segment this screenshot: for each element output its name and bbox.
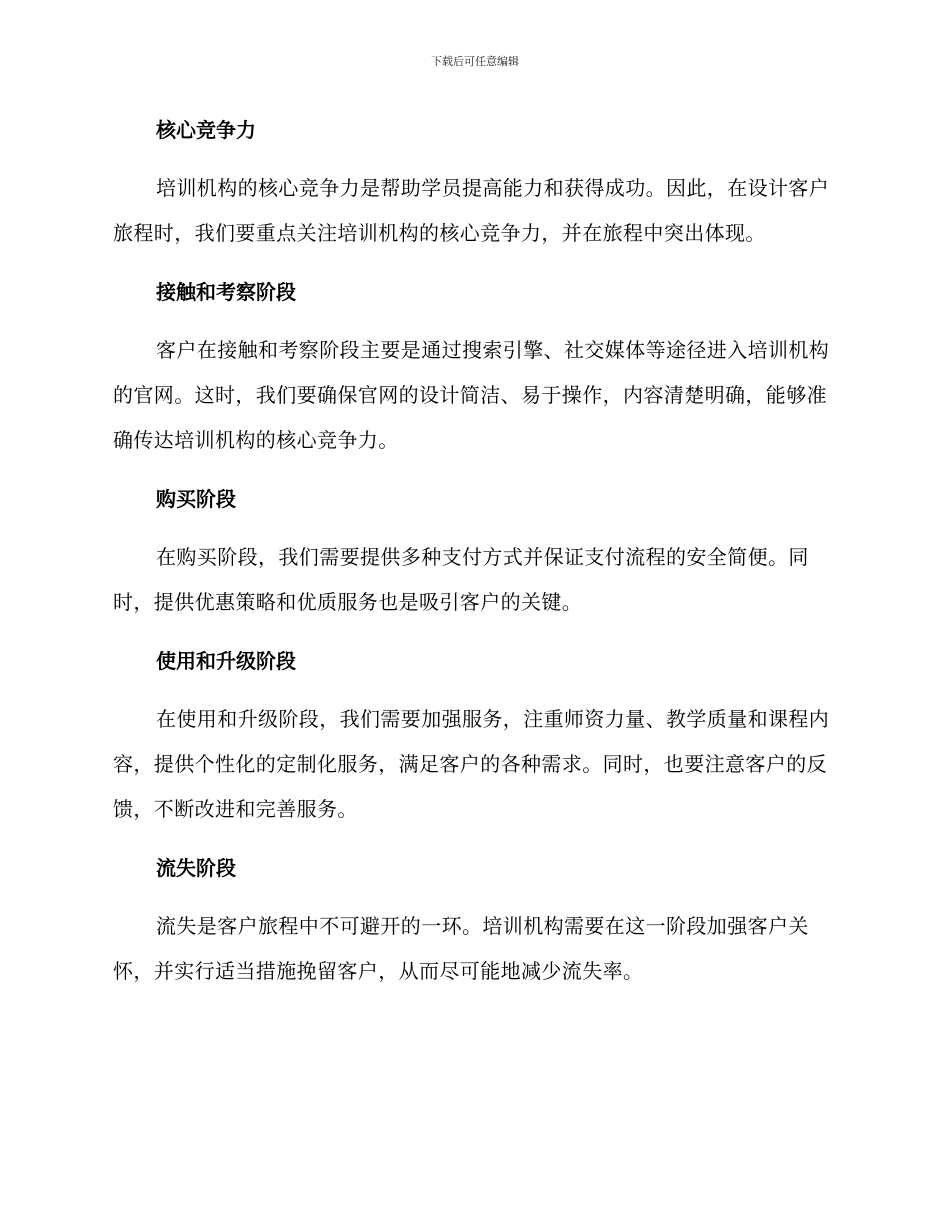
- section-paragraph: 在购买阶段，我们需要提供多种支付方式并保证支付流程的安全简便。同时，提供优惠策略和优质服务也是吸引客户的关键。: [113, 545, 809, 614]
- section-paragraph: 在使用和升级阶段，我们需要加强服务，注重师资力量、教学质量和课程内容，提供个性化的定制化服务，满足客户的各种需求。同时，也要注意客户的反馈，不断改进和完善服务。: [113, 707, 830, 821]
- section-contact-and-evaluation: [113, 270, 833, 463]
- page-header: 下载后可任意编辑: [431, 55, 519, 68]
- section-heading: 核心竞争力: [156, 118, 256, 142]
- document-body: [113, 108, 833, 1008]
- section-usage-and-upgrade: [113, 639, 833, 832]
- section-paragraph: 客户在接触和考察阶段主要是通过搜索引擎、社交媒体等途径进入培训机构的官网。这时，我们要确保官网的设计简洁、易于操作，内容清楚明确，能够准确传达培训机构的核心竞争力。: [113, 338, 830, 452]
- section-heading: 接触和考察阶段: [156, 280, 296, 304]
- section-core-competitiveness: [113, 108, 833, 256]
- section-purchase: [113, 477, 833, 625]
- section-heading: 使用和升级阶段: [156, 649, 296, 673]
- section-churn: [113, 846, 833, 994]
- section-heading: 流失阶段: [156, 856, 236, 880]
- section-heading: 购买阶段: [156, 487, 236, 511]
- section-paragraph: 培训机构的核心竞争力是帮助学员提高能力和获得成功。因此，在设计客户旅程时，我们要重点关注培训机构的核心竞争力，并在旅程中突出体现。: [113, 176, 830, 245]
- section-paragraph: 流失是客户旅程中不可避开的一环。培训机构需要在这一阶段加强客户关怀，并实行适当措施挽留客户，从而尽可能地减少流失率。: [113, 914, 809, 983]
